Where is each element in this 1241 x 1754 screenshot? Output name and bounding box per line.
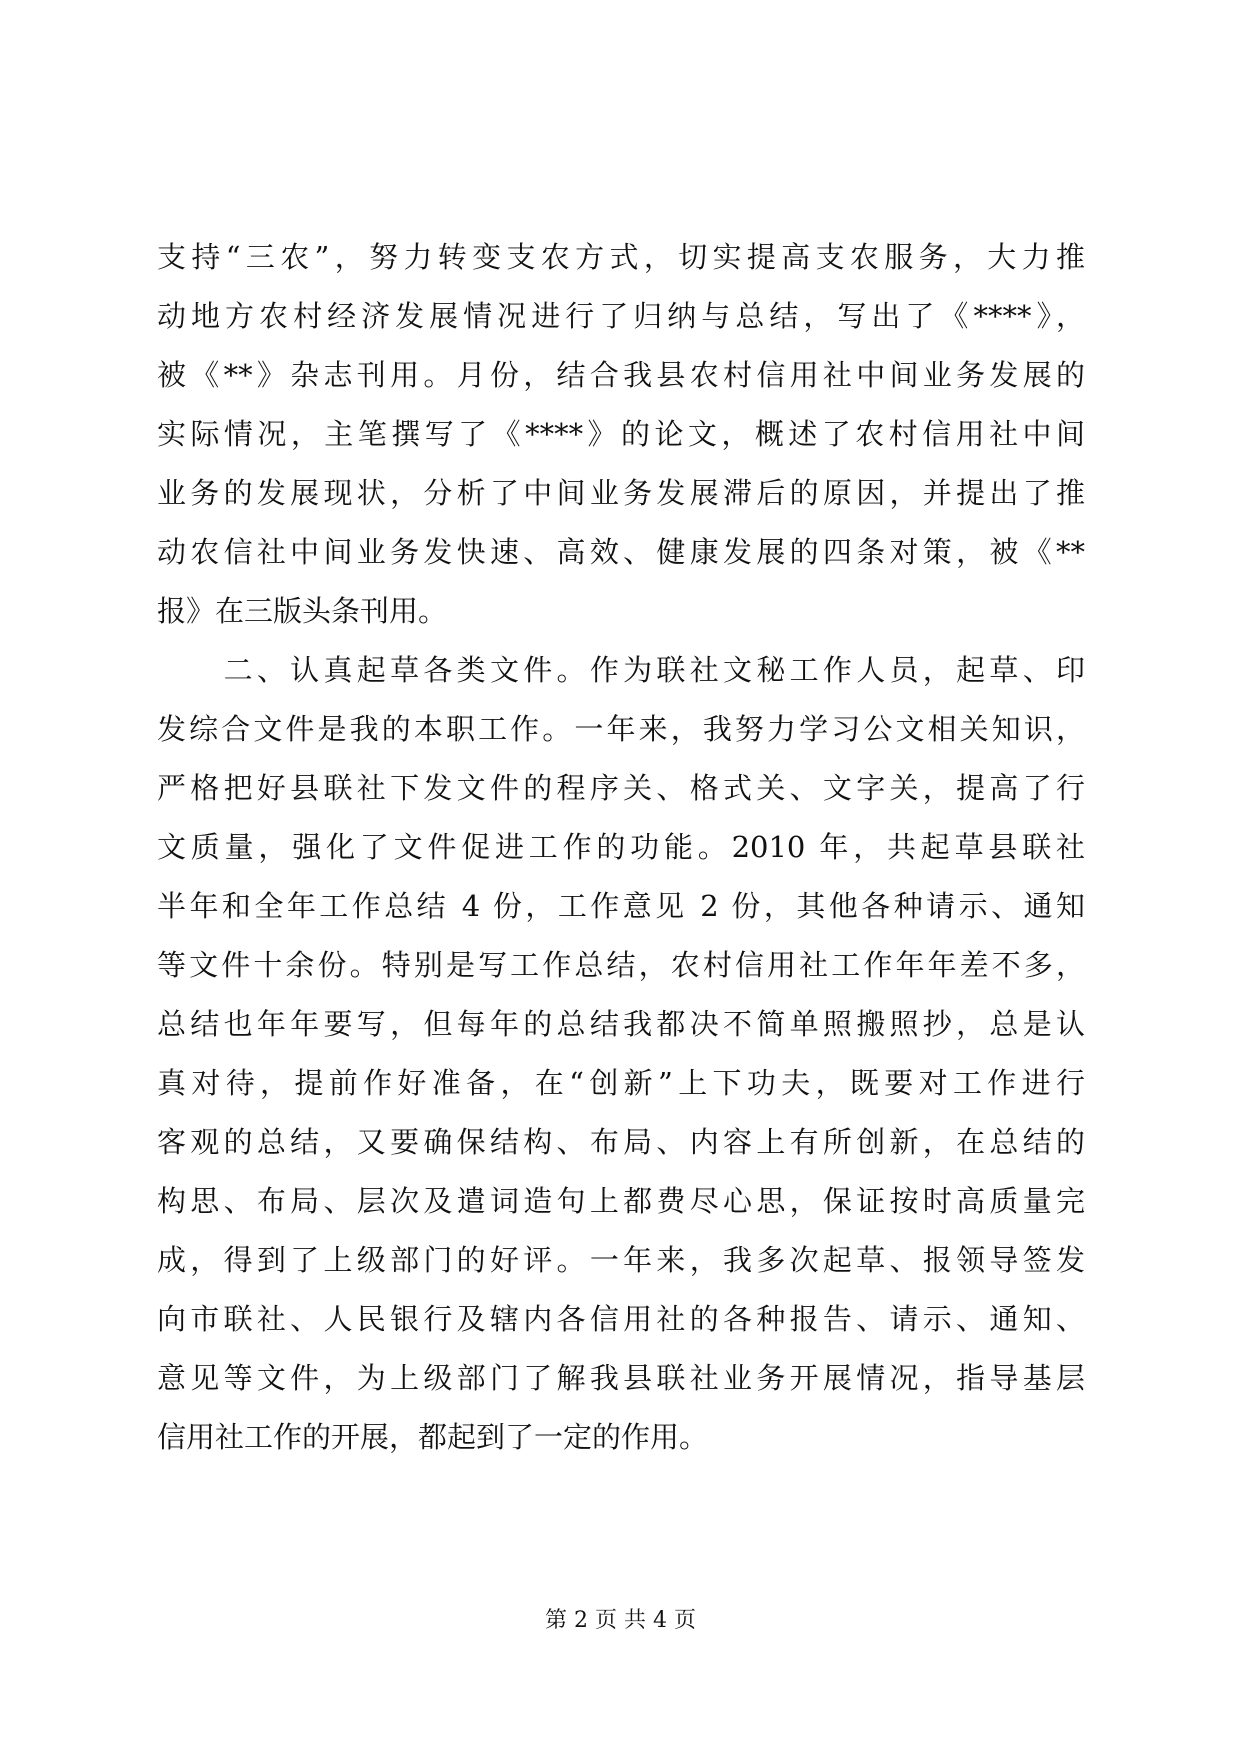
text-line: 二、认真起草各类文件。作为联社文秘工作人员，起草、印 — [157, 653, 1085, 687]
document-body — [157, 228, 1085, 1467]
text-line: 半年和全年工作总结 4 份，工作意见 2 份，其他各种请示、通知 — [157, 889, 1085, 923]
text-line: 业务的发展现状，分析了中间业务发展滞后的原因，并提出了推 — [157, 476, 1085, 510]
text-line: 被《**》杂志刊用。月份，结合我县农村信用社中间业务发展的 — [157, 358, 1085, 392]
page-number-footer: 第 2 页 共 4 页 — [545, 1608, 696, 1633]
text-line: 客观的总结，又要确保结构、布局、内容上有所创新，在总结的 — [157, 1125, 1085, 1159]
text-line: 意见等文件，为上级部门了解我县联社业务开展情况，指导基层 — [157, 1361, 1085, 1395]
text-line: 支持“三农”，努力转变支农方式，切实提高支农服务，大力推 — [157, 240, 1085, 274]
text-line: 发综合文件是我的本职工作。一年来，我努力学习公文相关知识， — [157, 712, 1085, 746]
text-line: 动农信社中间业务发快速、高效、健康发展的四条对策，被《** — [157, 535, 1085, 569]
text-line: 严格把好县联社下发文件的程序关、格式关、文字关，提高了行 — [157, 771, 1085, 805]
text-line: 报》在三版头条刊用。 — [157, 594, 448, 628]
text-line: 动地方农村经济发展情况进行了归纳与总结，写出了《****》， — [157, 299, 1085, 333]
text-line: 构思、布局、层次及遣词造句上都费尽心思，保证按时高质量完 — [157, 1184, 1085, 1218]
paragraph-1 — [157, 228, 1085, 641]
text-line: 向市联社、人民银行及辖内各信用社的各种报告、请示、通知、 — [157, 1302, 1085, 1336]
text-line: 实际情况，主笔撰写了《****》的论文，概述了农村信用社中间 — [157, 417, 1085, 451]
paragraph-2 — [157, 641, 1085, 1467]
text-line: 等文件十余份。特别是写工作总结，农村信用社工作年年差不多， — [157, 948, 1085, 982]
text-line: 总结也年年要写，但每年的总结我都决不简单照搬照抄，总是认 — [157, 1007, 1085, 1041]
text-line: 成，得到了上级部门的好评。一年来，我多次起草、报领导签发 — [157, 1243, 1085, 1277]
text-line: 信用社工作的开展，都起到了一定的作用。 — [157, 1420, 709, 1454]
text-line: 文质量，强化了文件促进工作的功能。2010 年，共起草县联社 — [157, 830, 1085, 864]
text-line: 真对待，提前作好准备，在“创新”上下功夫，既要对工作进行 — [157, 1066, 1085, 1100]
